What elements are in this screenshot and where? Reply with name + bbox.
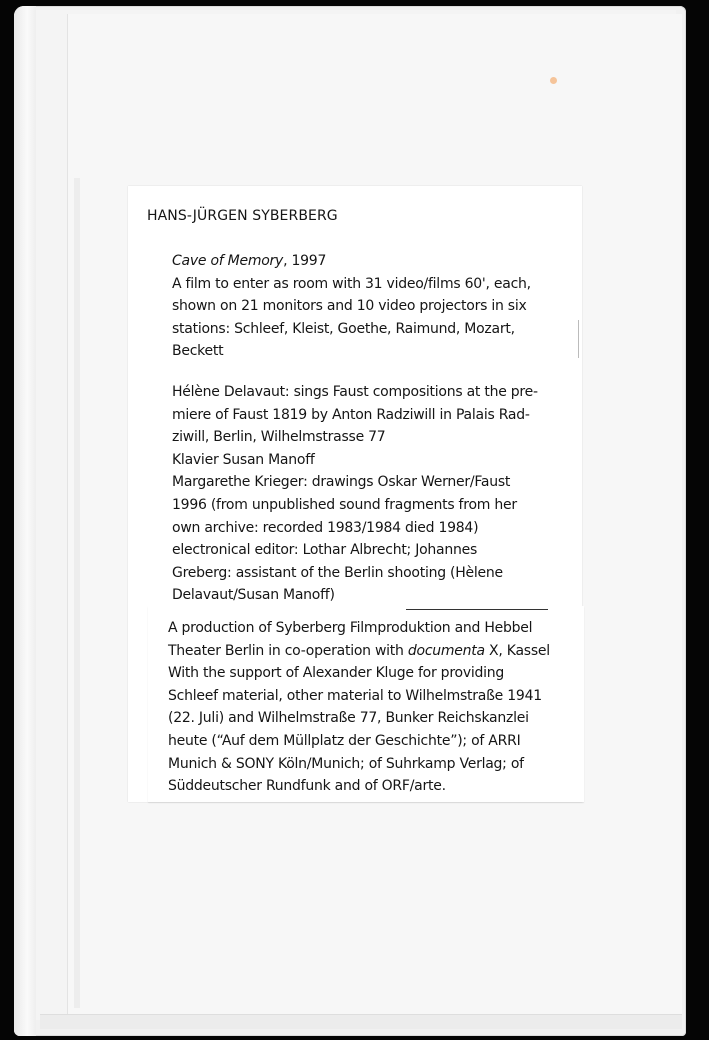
- work-description: [172, 250, 531, 363]
- production-text: Theater Berlin in co-operation with: [168, 642, 408, 659]
- credits-line: own archive: recorded 1983/1984 died 1984): [172, 519, 479, 536]
- production-line: Munich & SONY Köln/Munich; of Suhrkamp Verlag; of: [168, 755, 524, 772]
- credits-paragraph: [172, 381, 538, 607]
- author-name: HANS-JÜRGEN SYBERBERG: [147, 208, 338, 224]
- production-paragraph: [168, 617, 550, 798]
- credits-line: electronical editor: Lothar Albrecht; Johannes: [172, 542, 478, 559]
- production-line: Schleef material, other material to Wilhelmstraße 1941: [168, 687, 542, 704]
- credits-line: miere of Faust 1819 by Anton Radziwill in Palais Rad-: [172, 406, 530, 423]
- credits-line: Greberg: assistant of the Berlin shooting (Hèlene: [172, 564, 503, 581]
- production-line: Süddeutscher Rundfunk and of ORF/arte.: [168, 778, 446, 795]
- description-line: stations: Schleef, Kleist, Goethe, Raimund, Mozart,: [172, 320, 515, 337]
- pencil-mark: [578, 320, 579, 358]
- work-title-line: [172, 250, 531, 273]
- production-line: heute (“Auf dem Müllplatz der Geschichte”); of ARRI: [168, 732, 521, 749]
- work-title: Cave of Memory: [172, 253, 284, 269]
- credits-line: Hélène Delavaut: sings Faust compositions at the pre-: [172, 384, 538, 400]
- divider-rule: [406, 609, 548, 610]
- production-line: A production of Syberberg Filmproduktion and Hebbel: [168, 620, 533, 636]
- production-line: With the support of Alexander Kluge for providing: [168, 665, 505, 682]
- production-text: X, Kassel: [484, 642, 550, 659]
- credits-line: ziwill, Berlin, Wilhelmstrasse 77: [172, 429, 386, 446]
- credits-line: Margarethe Krieger: drawings Oskar Werner/Faust: [172, 474, 511, 491]
- description-line: A film to enter as room with 31 video/films 60', each,: [172, 275, 531, 292]
- description-line: shown on 21 monitors and 10 video projectors in six: [172, 298, 527, 315]
- description-line: Beckett: [172, 343, 224, 360]
- work-year: , 1997: [283, 253, 327, 269]
- production-line: (22. Juli) and Wilhelmstraße 77, Bunker Reichskanzlei: [168, 710, 529, 727]
- case-bottom-rail: [40, 1014, 682, 1029]
- production-line: [168, 640, 550, 663]
- sleeve-edge: [74, 178, 80, 1008]
- documenta-italic: documenta: [407, 642, 485, 659]
- video-case-spine: [14, 6, 36, 1036]
- credits-line: Delavaut/Susan Manoff): [172, 587, 335, 604]
- credits-line: 1996 (from unpublished sound fragments from her: [172, 496, 517, 513]
- credits-line: Klavier Susan Manoff: [172, 451, 315, 468]
- speck-mark: [550, 77, 557, 84]
